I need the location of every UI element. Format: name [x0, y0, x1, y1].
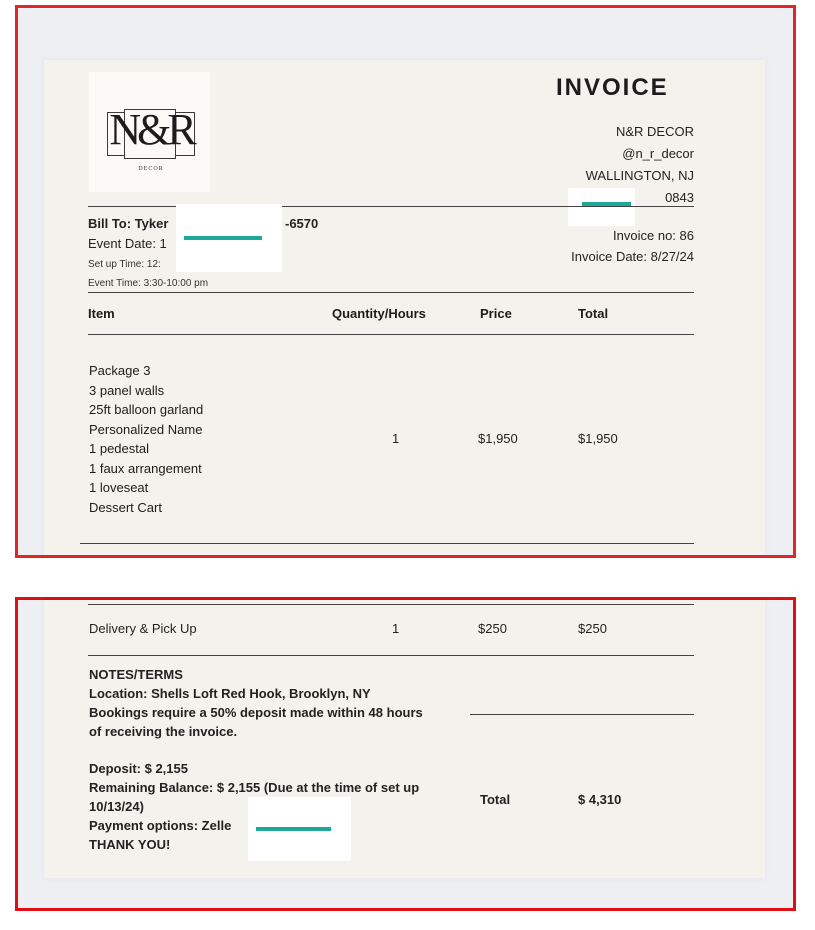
thank-you: THANK YOU! — [89, 837, 171, 852]
event-date: Event Date: 1 — [88, 236, 167, 251]
package-price: $1,950 — [478, 431, 518, 446]
column-header-quantity: Quantity/Hours — [332, 306, 426, 321]
notes-deposit-terms: Bookings require a 50% deposit made within 48 hours — [89, 705, 423, 720]
package-line: 3 panel walls — [89, 382, 165, 398]
column-header-item: Item — [88, 306, 115, 321]
redaction-mark — [184, 236, 262, 240]
remaining-balance: Remaining Balance: $ 2,155 (Due at the time of set up — [89, 780, 420, 795]
setup-time: Set up Time: 12: — [88, 259, 161, 270]
bill-to: Bill To: Tyker — [88, 216, 169, 231]
company-zip: 0843 — [665, 190, 694, 205]
package-line: 1 loveseat — [89, 480, 149, 495]
delivery-price: $250 — [478, 621, 507, 636]
package-line: 25ft balloon garland — [89, 402, 204, 417]
divider — [88, 604, 694, 605]
package-line: 1 faux arrangement — [89, 460, 202, 476]
company-city: WALLINGTON, NJ — [585, 168, 694, 183]
notes-heading: NOTES/TERMS — [89, 667, 183, 682]
bill-to-phone: -6570 — [285, 216, 319, 231]
delivery-total: $250 — [578, 621, 607, 636]
company-name: N&R DECOR — [615, 124, 694, 139]
column-header-price: Price — [480, 306, 512, 321]
deposit-amount: Deposit: $ 2,155 — [89, 761, 188, 776]
delivery-quantity: 1 — [392, 621, 400, 636]
total-label: Total — [480, 792, 511, 807]
event-time: Event Time: 3:30-10:00 pm — [88, 278, 209, 289]
redaction-mark — [256, 827, 331, 831]
company-handle: @n_r_decor — [622, 146, 694, 161]
divider — [470, 714, 694, 715]
notes-deposit-terms-cont: of receiving the invoice. — [89, 724, 238, 739]
total-value: $ 4,310 — [578, 792, 622, 807]
divider — [88, 292, 694, 293]
remaining-balance-date: 10/13/24) — [89, 799, 144, 814]
package-item-lines — [89, 361, 203, 517]
package-line: Dessert Cart — [89, 499, 162, 515]
logo-text: N&R — [109, 105, 193, 154]
notes-location: Location: Shells Loft Red Hook, Brooklyn, NY — [89, 686, 371, 701]
invoice-title: INVOICE — [556, 74, 669, 101]
logo-subtext: DECOR — [138, 166, 164, 172]
divider — [88, 334, 694, 335]
payment-options: Payment options: Zelle — [89, 818, 232, 833]
divider — [88, 655, 694, 656]
package-total: $1,950 — [578, 431, 618, 446]
package-quantity: 1 — [392, 431, 400, 446]
package-line: Package 3 — [89, 363, 151, 378]
column-header-total: Total — [578, 306, 609, 321]
invoice-date: Invoice Date: 8/27/24 — [571, 249, 694, 264]
invoice-number: Invoice no: 86 — [613, 228, 694, 243]
package-line: Personalized Name — [89, 421, 203, 437]
delivery-item: Delivery & Pick Up — [89, 621, 197, 636]
redaction-box — [568, 188, 635, 226]
package-line: 1 pedestal — [89, 441, 149, 456]
divider — [80, 543, 694, 544]
